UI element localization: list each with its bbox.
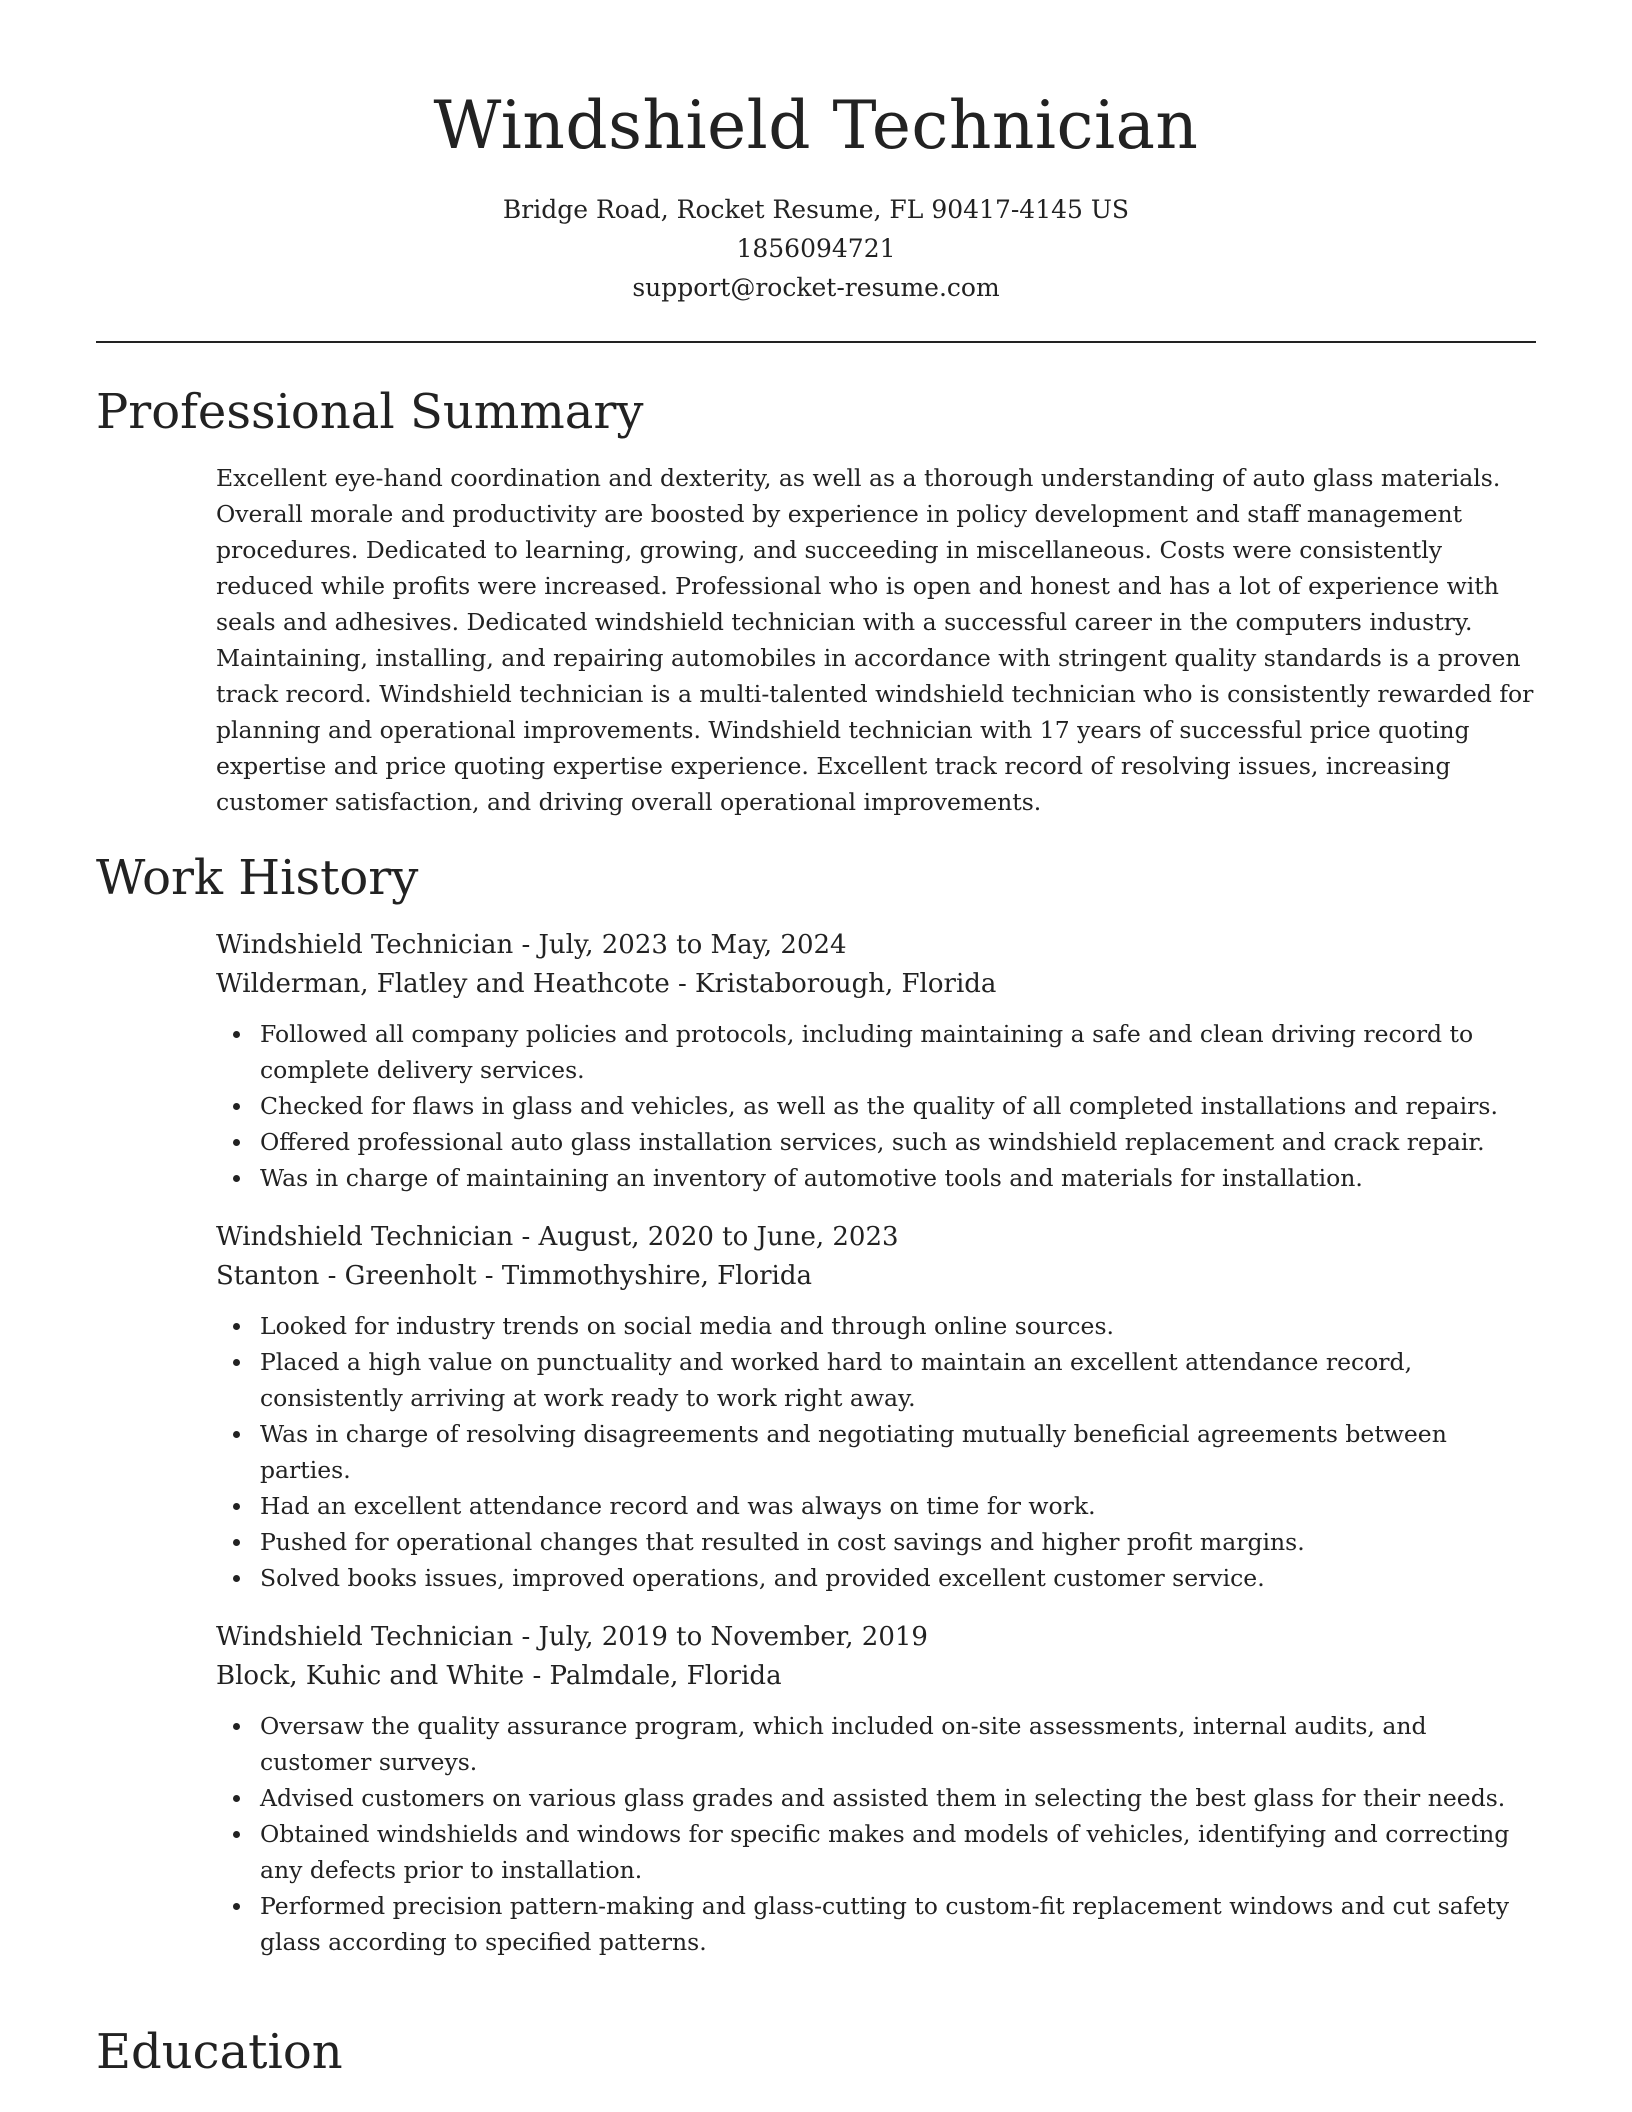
job-duty-text: Was in charge of maintaining an inventory of automotive tools and materials for installation. — [260, 1164, 1363, 1192]
contact-block — [96, 190, 1536, 307]
job-duty-text: Placed a high value on punctuality and worked hard to maintain an excellent attendance record, consistently arriving at work ready to work right away. — [260, 1348, 1413, 1412]
job-duty-text: Obtained windshields and windows for specific makes and models of vehicles, identifying and correcting any defects prior to installation. — [260, 1820, 1510, 1884]
job-duty-text: Offered professional auto glass installation services, such as windshield replacement and crack repair. — [260, 1128, 1485, 1156]
job-duty-text: Checked for flaws in glass and vehicles, as well as the quality of all completed installations and repairs. — [260, 1092, 1498, 1120]
bullet-icon — [233, 1903, 240, 1910]
resume-header — [96, 84, 1536, 307]
job-duty-item — [216, 1524, 1538, 1560]
job-duty-text: Oversaw the quality assurance program, which included on-site assessments, internal audits, and customer surveys. — [260, 1712, 1427, 1776]
bullet-icon — [233, 1723, 240, 1730]
job-duty-text: Looked for industry trends on social media and through online sources. — [260, 1312, 1114, 1340]
bullet-icon — [233, 1359, 240, 1366]
job-duties-list — [216, 1016, 1538, 1196]
job-title-dates: Windshield Technician - July, 2019 to November, 2019 — [216, 1622, 928, 1652]
job-duty-text: Followed all company policies and protocols, including maintaining a safe and clean driving record to complete delivery services. — [260, 1020, 1474, 1084]
summary-text: Excellent eye-hand coordination and dexterity, as well as a thorough understanding of auto glass materials. Overall morale and productivity are boosted by experience in policy development and staff management procedures. Dedicated to learning, growing, and succeeding in miscellaneous. Costs were consistently reduced while profits were increased. Professional who is open and honest and has a lot of experience with seals and adhesives. Dedicated windshield technician with a successful career in the computers industry. Maintaining, installing, and repairing automobiles in accordance with stringent quality standards is a proven track record. Windshield technician is a multi-talented windshield technician who is consistently rewarded for planning and operational improvements. Windshield technician with 17 years of successful price quoting expertise and price quoting expertise experience. Excellent track record of resolving issues, increasing customer satisfaction, and driving overall operational improvements. — [216, 464, 1534, 816]
job-duty-item — [216, 1708, 1538, 1780]
job-duty-item — [216, 1816, 1538, 1888]
contact-address: Bridge Road, Rocket Resume, FL 90417-4145 US — [502, 195, 1130, 224]
job-duty-text: Advised customers on various glass grades and assisted them in selecting the best glass for their needs. — [260, 1784, 1506, 1812]
job-company-location: Stanton - Greenholt - Timmothyshire, Florida — [216, 1261, 813, 1291]
job-duty-item — [216, 1888, 1538, 1960]
bullet-icon — [233, 1175, 240, 1182]
job-company-location: Block, Kuhic and White - Palmdale, Florida — [216, 1661, 782, 1691]
bullet-icon — [233, 1031, 240, 1038]
job-duty-text: Solved books issues, improved operations, and provided excellent customer service. — [260, 1564, 1265, 1592]
bullet-icon — [233, 1139, 240, 1146]
job-duty-item — [216, 1416, 1538, 1488]
job-company-location: Wilderman, Flatley and Heathcote - Kristaborough, Florida — [216, 969, 997, 999]
job-title-dates: Windshield Technician - July, 2023 to May, 2024 — [216, 930, 847, 960]
contact-phone: 1856094721 — [736, 234, 896, 263]
job-duty-text: Pushed for operational changes that resulted in cost savings and higher profit margins. — [260, 1528, 1305, 1556]
section-title-work-history: Work History — [96, 850, 419, 906]
bullet-icon — [233, 1323, 240, 1330]
section-title-summary: Professional Summary — [96, 384, 644, 440]
job-duty-item — [216, 1344, 1538, 1416]
job-duty-text: Had an excellent attendance record and was always on time for work. — [260, 1492, 1096, 1520]
candidate-name: Windshield Technician — [433, 87, 1199, 164]
bullet-icon — [233, 1575, 240, 1582]
job-entry — [216, 926, 1538, 1196]
contact-email: support@rocket-resume.com — [632, 273, 1000, 302]
job-duties-list — [216, 1708, 1538, 1960]
job-duty-item — [216, 1488, 1538, 1524]
bullet-icon — [233, 1831, 240, 1838]
bullet-icon — [233, 1539, 240, 1546]
bullet-icon — [233, 1795, 240, 1802]
job-duty-item — [216, 1124, 1538, 1160]
job-duty-item — [216, 1088, 1538, 1124]
work-history-list — [216, 926, 1538, 1982]
job-entry — [216, 1218, 1538, 1596]
job-duty-item — [216, 1780, 1538, 1816]
job-duty-text: Performed precision pattern-making and glass-cutting to custom-fit replacement windows and cut safety glass according to specified patterns. — [260, 1892, 1510, 1956]
job-entry — [216, 1618, 1538, 1960]
header-divider — [96, 341, 1536, 343]
section-title-education: Education — [96, 2024, 343, 2080]
bullet-icon — [233, 1503, 240, 1510]
bullet-icon — [233, 1431, 240, 1438]
job-duty-item — [216, 1308, 1538, 1344]
job-duty-item — [216, 1016, 1538, 1088]
job-duty-item — [216, 1160, 1538, 1196]
job-duties-list — [216, 1308, 1538, 1596]
bullet-icon — [233, 1103, 240, 1110]
job-title-dates: Windshield Technician - August, 2020 to June, 2023 — [216, 1222, 899, 1252]
job-duty-text: Was in charge of resolving disagreements and negotiating mutually beneficial agreements between parties. — [260, 1420, 1447, 1484]
summary-body — [216, 460, 1538, 820]
job-duty-item — [216, 1560, 1538, 1596]
